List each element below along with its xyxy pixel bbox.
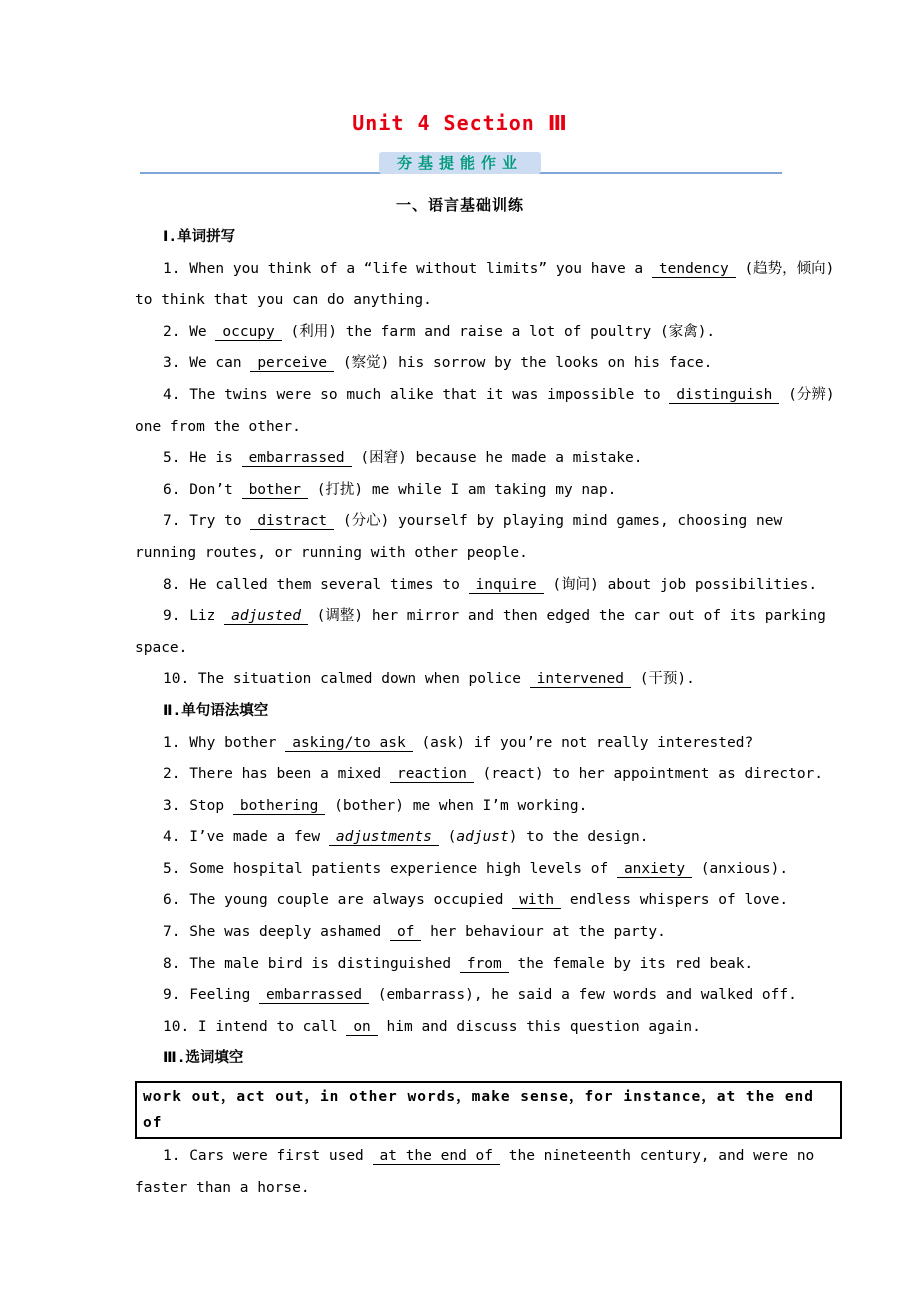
section-heading: 一、语言基础训练 — [395, 196, 524, 214]
answer-blank: bother — [242, 482, 308, 499]
question-item — [135, 443, 842, 475]
answer-blank: distract — [250, 513, 334, 530]
question-item — [135, 822, 842, 854]
question-text: (询问) about job possibilities. — [543, 576, 818, 593]
italic-hint-word: adjust — [456, 829, 509, 846]
question-item — [135, 728, 842, 760]
answer-blank: on — [346, 1019, 377, 1036]
question-text: 1. When you think of a “life without limits” you have a — [163, 260, 652, 277]
answer-blank: perceive — [250, 355, 334, 372]
question-text: 8. He called them several times to — [163, 576, 469, 593]
page-title: Unit 4 Section Ⅲ — [352, 111, 568, 135]
part-subheading: Ⅰ.单词拼写 — [163, 229, 236, 245]
question-text: 5. He is — [163, 450, 242, 467]
question-item — [135, 1141, 842, 1204]
question-item — [135, 949, 842, 981]
question-text: 6. Don’t — [163, 481, 242, 498]
question-text: (anxious). — [692, 860, 789, 877]
question-text: 9. Liz — [163, 608, 225, 625]
answer-blank: bothering — [233, 798, 326, 815]
question-text: ( — [438, 829, 457, 846]
question-text: (干预). — [630, 671, 695, 688]
question-text: 5. Some hospital patients experience high levels of — [163, 860, 617, 877]
question-text: 4. The twins were so much alike that it was impossible to — [163, 386, 670, 403]
answer-blank: adjustments — [329, 829, 439, 846]
question-item — [135, 475, 842, 507]
question-item — [135, 664, 842, 696]
question-item — [135, 601, 842, 664]
question-item — [135, 854, 842, 886]
question-text: (embarrass), he said a few words and walked off. — [369, 987, 797, 1004]
answer-blank: tendency — [652, 261, 736, 278]
question-text: endless whispers of love. — [561, 892, 789, 909]
part-subheading: Ⅲ.选词填空 — [163, 1050, 244, 1067]
question-text: (分心) yourself by playing mind games, choosing new running routes, or running with other people. — [135, 513, 783, 561]
question-text: 3. We can — [163, 355, 251, 372]
answer-blank: distinguish — [669, 387, 779, 404]
answer-blank: intervened — [530, 671, 631, 688]
question-item — [135, 348, 842, 380]
answer-blank: occupy — [215, 324, 281, 341]
question-text: (打扰) me while I am taking my nap. — [307, 481, 617, 498]
badge-row — [0, 152, 920, 180]
question-text: 10. I intend to call — [163, 1018, 347, 1035]
question-text: 1. Why bother — [163, 734, 286, 751]
question-text: (困窘) because he made a mistake. — [351, 450, 643, 467]
question-item — [135, 506, 842, 569]
question-text: 1. Cars were first used — [163, 1148, 373, 1165]
question-text: the nineteenth century, and were no faster than a horse. — [135, 1148, 815, 1196]
question-item — [135, 791, 842, 823]
answer-blank: asking/to ask — [285, 735, 413, 752]
answer-blank: inquire — [469, 577, 544, 594]
question-text: 8. The male bird is distinguished — [163, 955, 460, 972]
question-text: (分辨) one from the other. — [135, 386, 835, 435]
question-text: 7. Try to — [163, 513, 251, 530]
answer-blank: from — [460, 956, 509, 973]
question-text: ) to the design. — [508, 829, 649, 846]
question-text: him and discuss this question again. — [377, 1018, 701, 1035]
exercise-badge: 夯基提能作业 — [379, 152, 541, 174]
answer-blank: embarrassed — [259, 987, 369, 1004]
answer-blank: with — [512, 892, 561, 909]
question-text: 9. Feeling — [163, 987, 260, 1004]
question-text: (ask) if you’re not really interested? — [412, 734, 754, 751]
question-text: her behaviour at the party. — [421, 924, 666, 941]
answer-blank: at the end of — [373, 1148, 501, 1165]
question-text: (调整) her mirror and then edged the car out of its parking space. — [135, 608, 826, 656]
question-item — [135, 917, 842, 949]
question-text: 10. The situation calmed down when police — [163, 671, 530, 688]
question-item — [135, 317, 842, 349]
question-text: (趋势，倾向) to think that you can do anything. — [135, 260, 835, 309]
question-item — [135, 380, 842, 443]
question-item — [135, 1012, 842, 1044]
question-text: 6. The young couple are always occupied — [163, 892, 513, 909]
question-item — [135, 254, 842, 317]
question-item — [135, 570, 842, 602]
question-text: (react) to her appointment as director. — [473, 766, 824, 783]
question-item — [135, 885, 842, 917]
question-text: 2. There has been a mixed — [163, 766, 390, 783]
answer-blank: adjusted — [224, 608, 308, 625]
question-text: 4. I’ve made a few — [163, 829, 329, 846]
question-text: 7. She was deeply ashamed — [163, 924, 390, 941]
question-text: 3. Stop — [163, 797, 233, 814]
question-item — [135, 980, 842, 1012]
word-bank-box: work out，act out，in other words，make sense，for instance，at the end of — [135, 1081, 842, 1139]
worksheet-content — [0, 218, 920, 1204]
question-text: (利用) the farm and raise a lot of poultry (家禽). — [281, 323, 716, 340]
answer-blank: reaction — [390, 766, 474, 783]
answer-blank: anxiety — [617, 861, 692, 878]
answer-blank: embarrassed — [242, 450, 352, 467]
question-text: 2. We — [163, 323, 216, 340]
answer-blank: of — [390, 924, 421, 941]
question-text: (察觉) his sorrow by the looks on his face. — [334, 355, 713, 372]
question-text: the female by its red beak. — [508, 955, 754, 972]
question-item — [135, 759, 842, 791]
part-subheading: Ⅱ.单句语法填空 — [163, 702, 269, 719]
question-text: (bother) me when I’m working. — [325, 797, 588, 814]
